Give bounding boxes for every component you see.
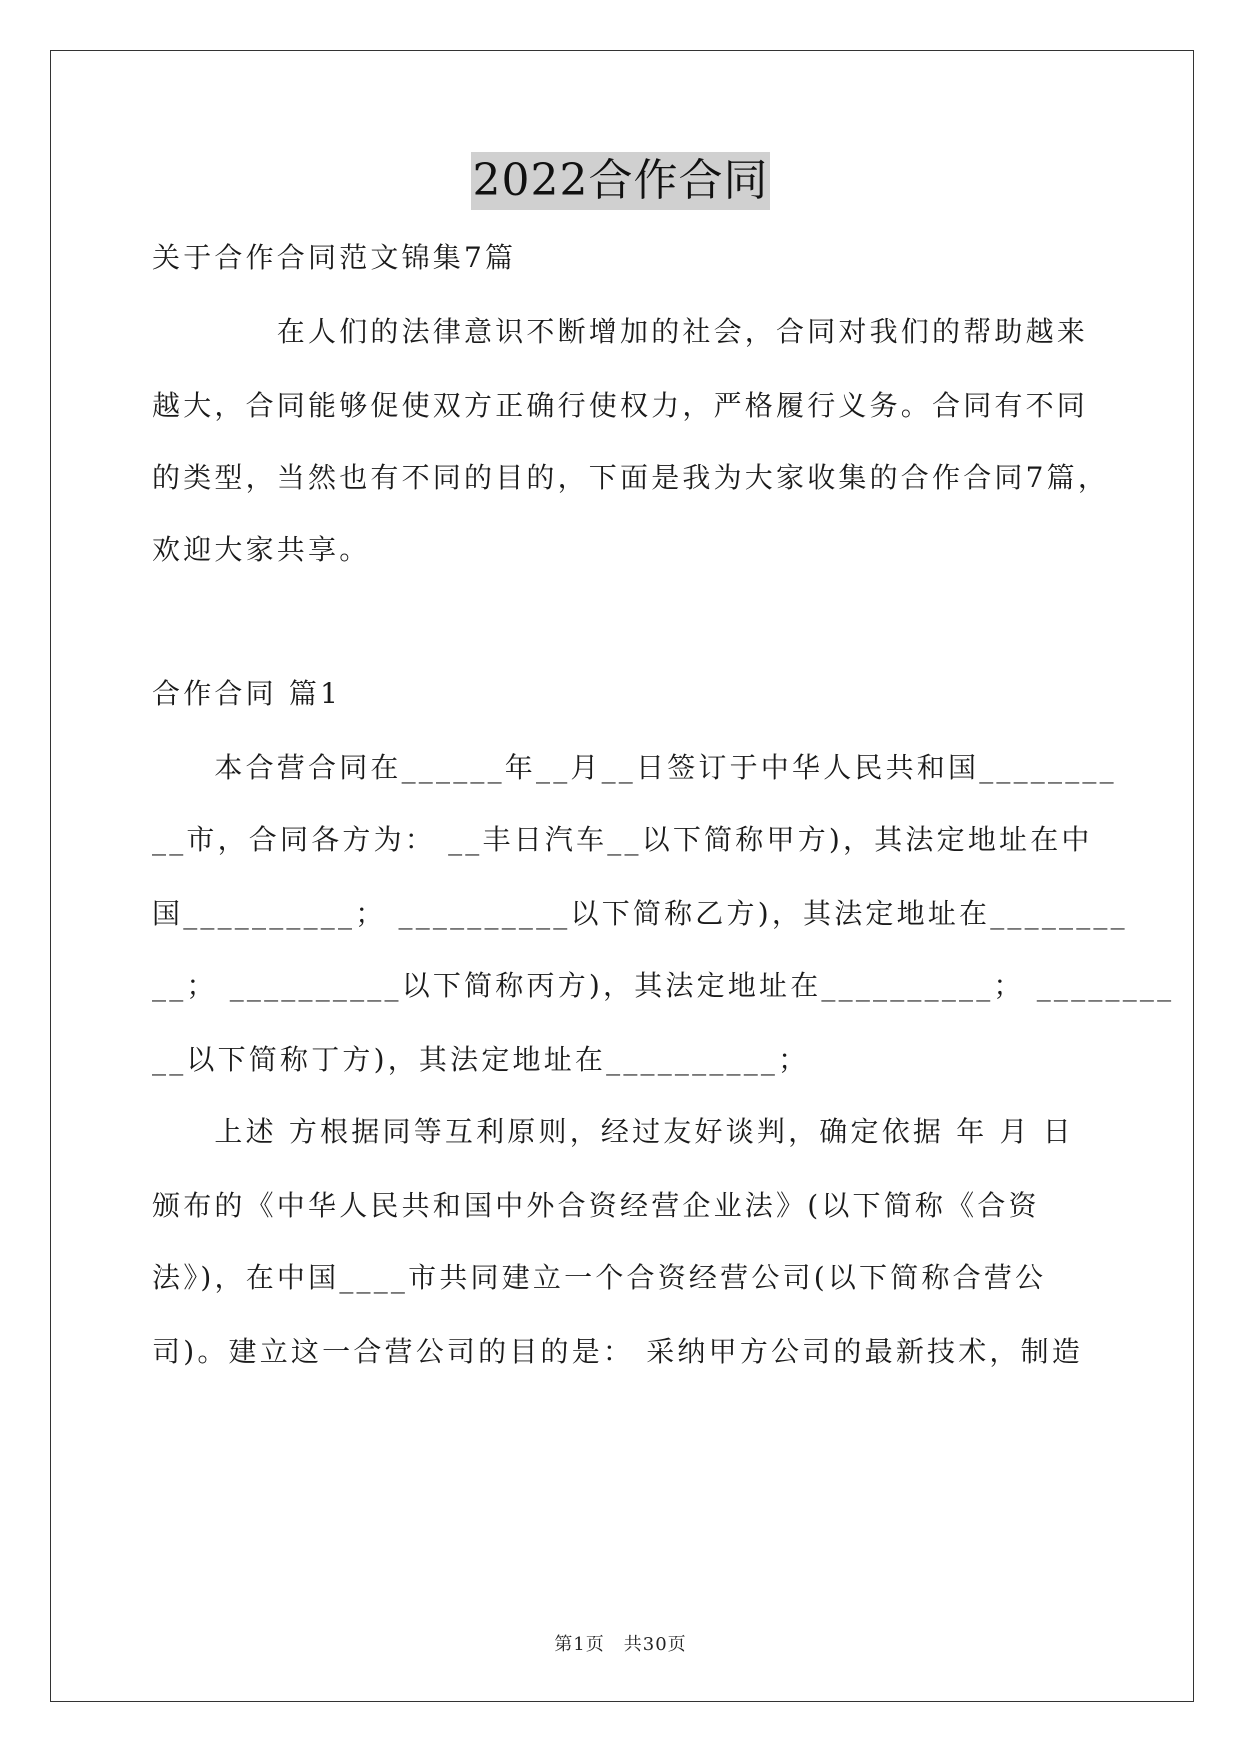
paragraph-line: 司)。建立这一合营公司的目的是： 采纳甲方公司的最新技术，制造 (152, 1335, 1084, 1368)
paragraph-line: 的类型，当然也有不同的目的，下面是我为大家收集的合作合同7篇， (152, 461, 1110, 494)
page-footer: 第1页 共30页 (554, 1634, 687, 1655)
paragraph-line: 颁布的《中华人民共和国中外合资经营企业法》(以下简称《合资 (152, 1189, 1040, 1222)
subtitle-line: 关于合作合同范文锦集7篇 (152, 241, 517, 274)
paragraph-line: 国__________； __________以下简称乙方)，其法定地址在________ (152, 897, 1128, 930)
document-title: 2022合作合同 (471, 152, 771, 210)
paragraph-line: 本合营合同在______年__月__日签订于中华人民共和国________ (152, 751, 1117, 784)
paragraph-line: __市，合同各方为： __丰日汽车__以下简称甲方)，其法定地址在中 (152, 823, 1093, 856)
page-border (50, 50, 1194, 1702)
paragraph-line: __； __________以下简称丙方)，其法定地址在__________； ________ (152, 969, 1175, 1002)
title-wrap (0, 152, 1241, 210)
section-heading: 合作合同 篇1 (152, 677, 342, 710)
paragraph-line: 越大，合同能够促使双方正确行使权力，严格履行义务。合同有不同 (152, 389, 1089, 422)
paragraph-line: 法》)，在中国____市共同建立一个合资经营公司(以下简称合营公 (152, 1261, 1047, 1294)
paragraph-line: 上述 方根据同等互利原则，经过友好谈判，确定依据 年 月 日 (152, 1115, 1075, 1148)
paragraph-line: 在人们的法律意识不断增加的社会，合同对我们的帮助越来 (152, 315, 1089, 348)
paragraph-line: 欢迎大家共享。 (152, 533, 371, 566)
paragraph-line: __以下简称丁方)，其法定地址在__________； (152, 1043, 810, 1076)
